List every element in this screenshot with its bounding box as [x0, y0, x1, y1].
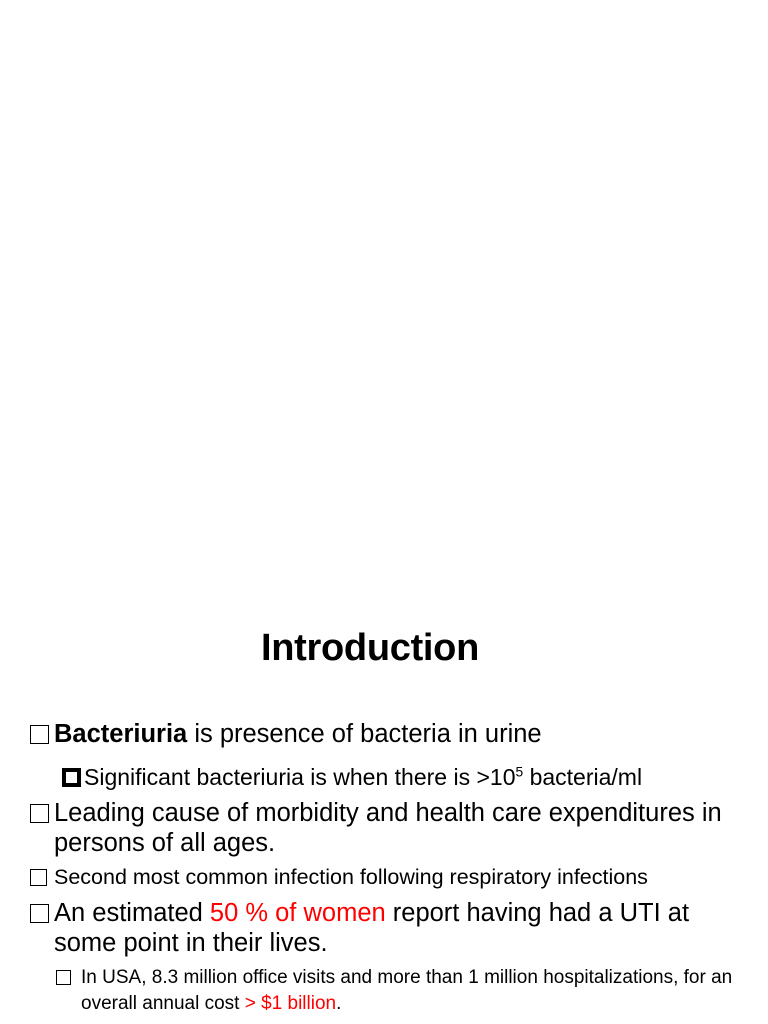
bullet-significant-bacteriuria — [62, 763, 742, 791]
bullet-estimated-women — [30, 898, 745, 958]
empty-square-bullet-icon — [30, 904, 49, 923]
bullet-text: Second most common infection following respiratory infections — [54, 865, 648, 889]
bold-term: Bacteriuria — [54, 720, 188, 748]
bullet-usa-cost — [56, 965, 746, 1017]
bullet-second-common-infection — [30, 864, 745, 891]
bullet-text: Significant bacteriuria is when there is $>10^5$ bacteria/ml — [84, 764, 643, 790]
bullet-leading-cause — [30, 798, 745, 858]
empty-square-bullet-icon — [56, 970, 71, 985]
empty-square-bullet-icon — [30, 869, 47, 886]
bullet-text: Bacteriuria is presence of bacteria in urine — [54, 720, 542, 748]
exponent: 5 — [515, 764, 524, 780]
bullet-text: An estimated 50 % of women report having had a UTI at some point in their lives. — [54, 899, 690, 957]
bullet-text: Leading cause of morbidity and health care expenditures in persons of all ages. — [54, 799, 722, 857]
bullet-bacteriuria — [30, 719, 745, 749]
slide-title: Introduction — [260, 627, 480, 669]
highlight-text: > $1 billion — [244, 993, 337, 1014]
empty-square-bullet-icon — [30, 725, 49, 744]
bullet-text: In USA, 8.3 million office visits and more than 1 million hospitalizations, for an overall annual cost > $1 billion. — [81, 967, 733, 1014]
empty-square-bullet-icon — [30, 804, 49, 823]
filled-square-bullet-icon — [62, 768, 81, 787]
highlight-text: 50 % of women — [209, 899, 386, 927]
